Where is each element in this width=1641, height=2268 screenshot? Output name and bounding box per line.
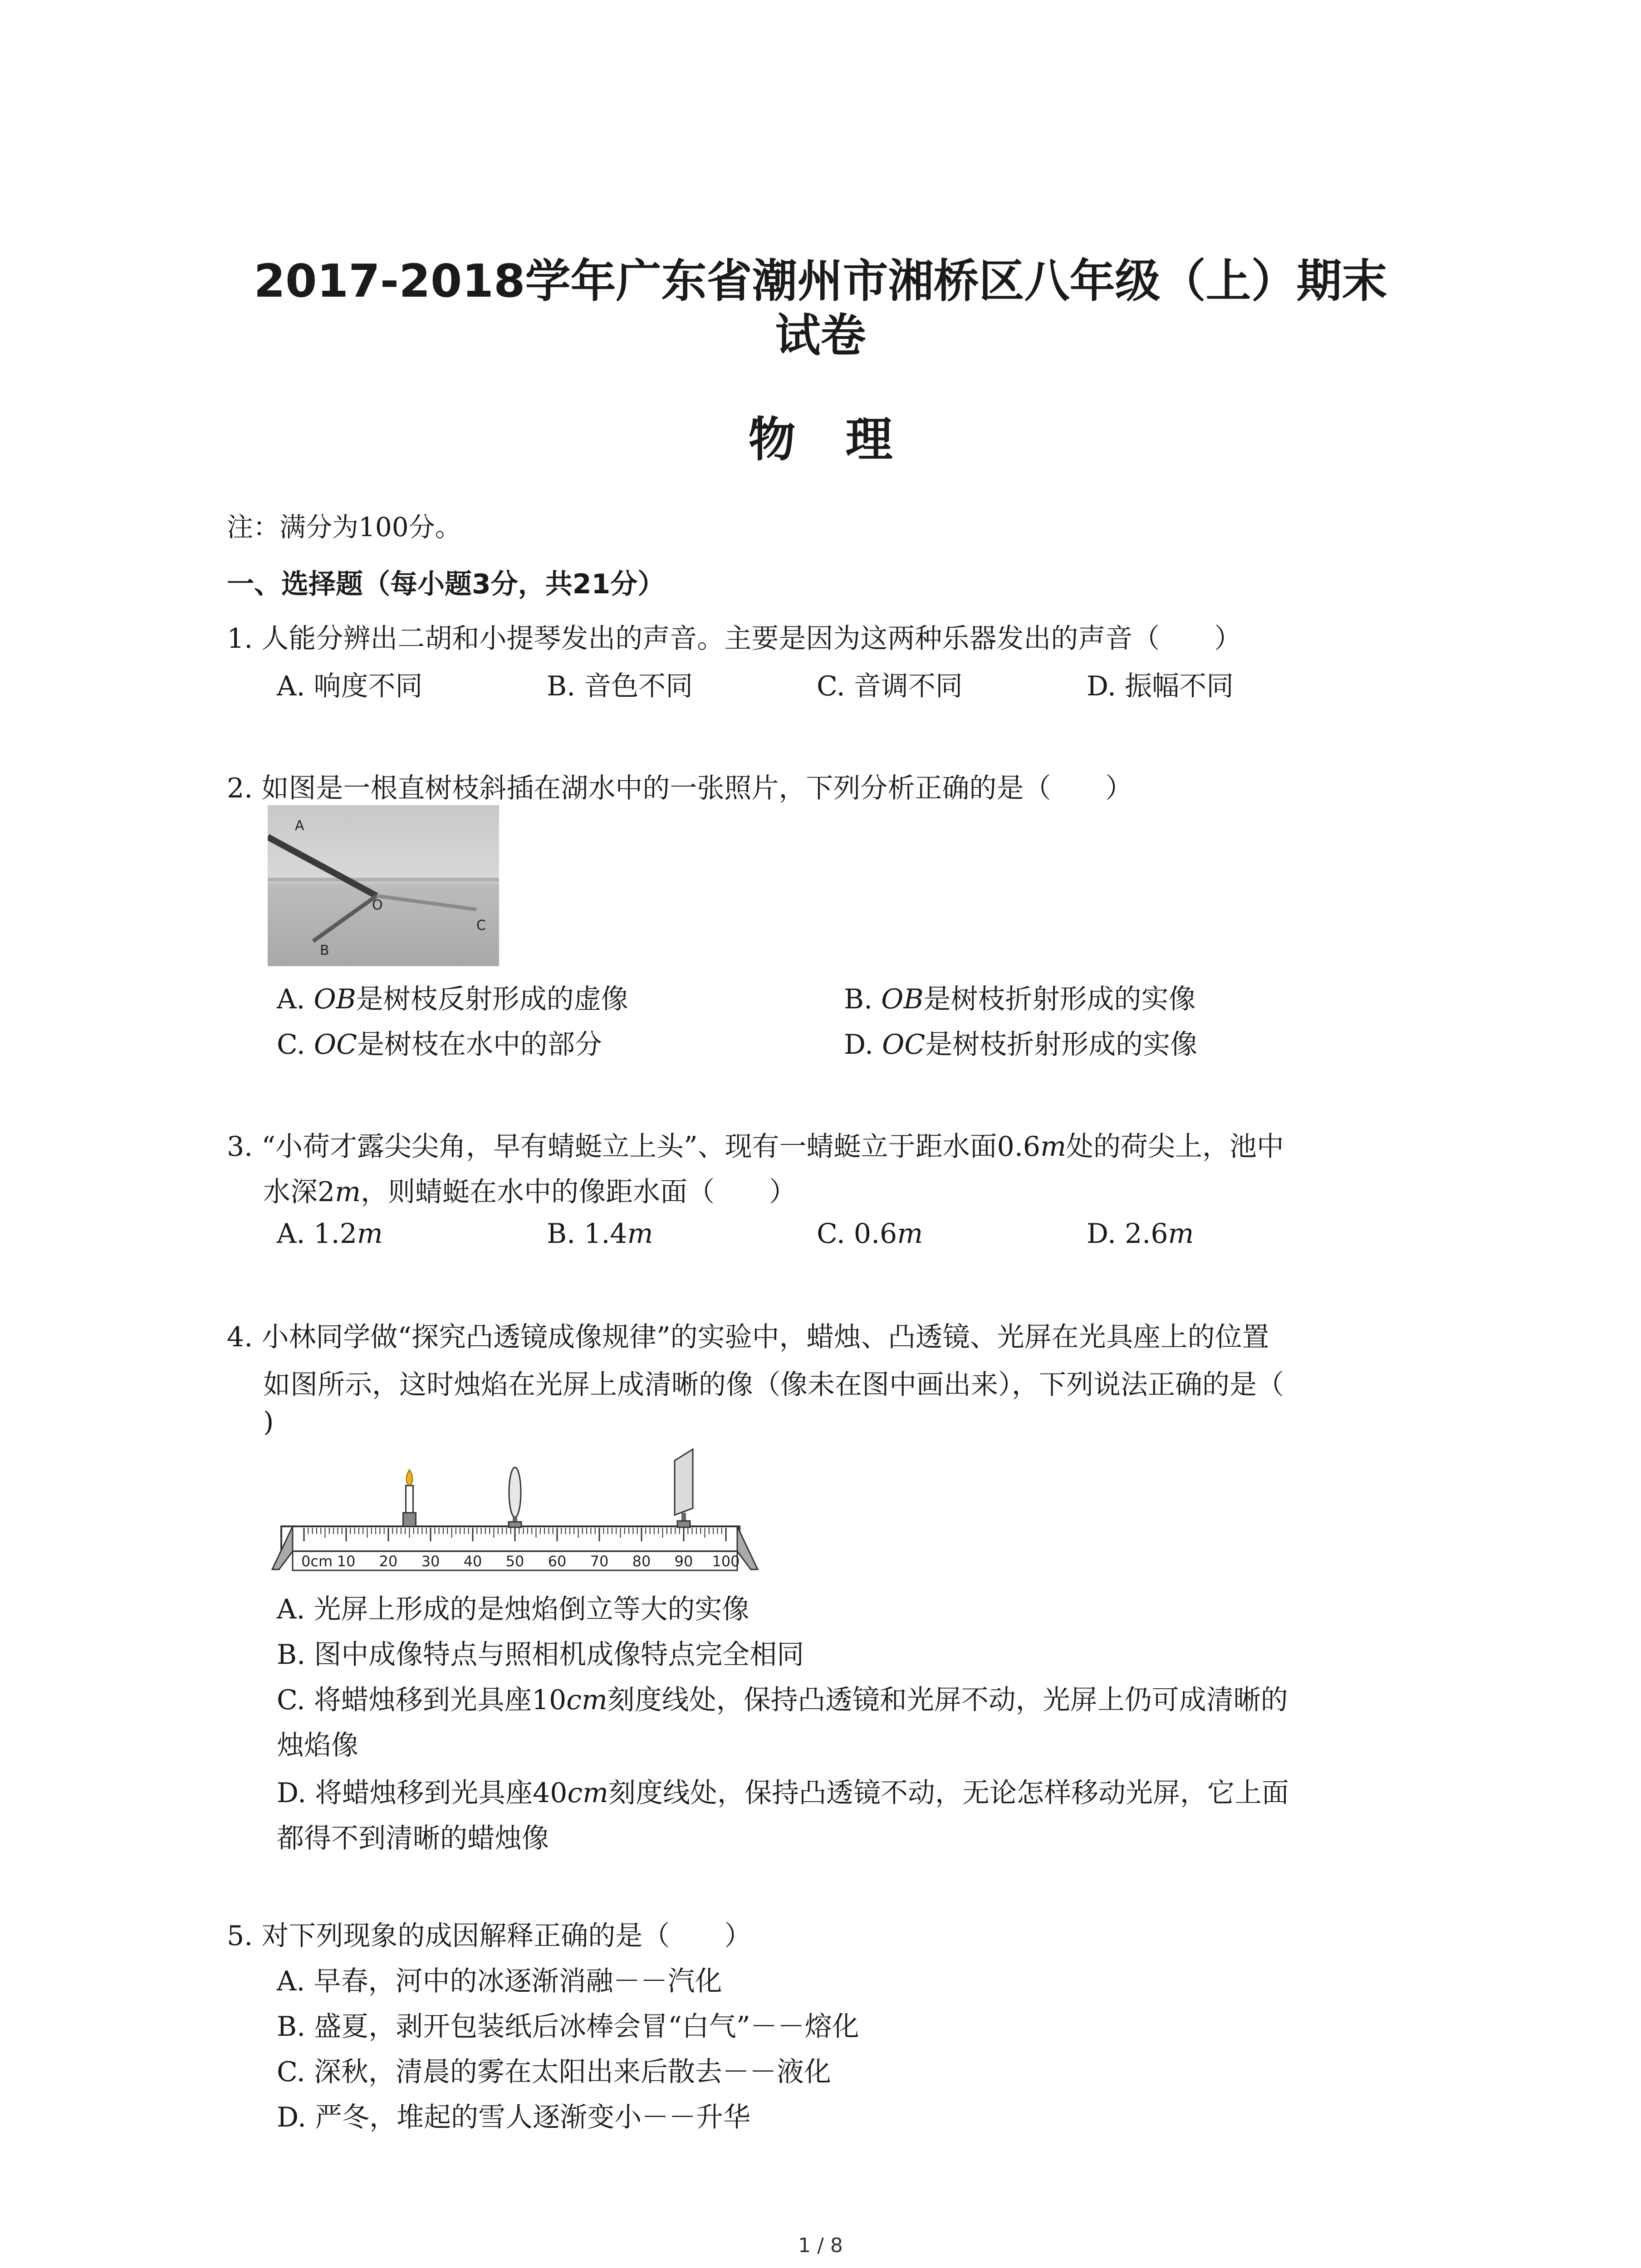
photo-label-o: O bbox=[372, 897, 383, 913]
question-1-option-c: C. 音调不同 bbox=[817, 670, 963, 702]
subject-heading: 物理 bbox=[748, 412, 943, 467]
option-variable: OC bbox=[314, 1029, 358, 1061]
ruler-label: 60 bbox=[548, 1553, 567, 1570]
candle bbox=[403, 1470, 416, 1526]
unit: m bbox=[335, 1176, 361, 1208]
question-4-option-a: A. 光屏上形成的是烛焰倒立等大的实像 bbox=[277, 1593, 749, 1625]
ruler-label: 40 bbox=[463, 1553, 482, 1570]
convex-lens bbox=[509, 1467, 521, 1527]
question-4-option-b: B. 图中成像特点与照相机成像特点完全相同 bbox=[277, 1639, 804, 1671]
unit: m bbox=[357, 1218, 383, 1250]
question-3-line-1 bbox=[227, 1125, 1284, 1164]
score-note: 注：满分为100分。 bbox=[227, 512, 461, 543]
question-2-option-d bbox=[844, 1023, 1197, 1062]
candle-flame bbox=[407, 1470, 413, 1486]
bench-right-leg bbox=[737, 1526, 758, 1569]
ruler-label: 70 bbox=[590, 1553, 609, 1570]
question-2-photo bbox=[268, 805, 499, 966]
text-part: D. 将蜡烛移到光具座40 bbox=[277, 1777, 568, 1809]
option-variable: OC bbox=[882, 1029, 926, 1061]
question-3-line-2 bbox=[263, 1170, 796, 1209]
photo-label-a: A bbox=[295, 818, 304, 834]
question-5-stem: 5. 对下列现象的成因解释正确的是（ ） bbox=[227, 1920, 752, 1952]
text-part: ，则蜻蜓在水中的像距水面（ ） bbox=[361, 1176, 797, 1208]
photo-label-c: C bbox=[476, 918, 486, 934]
title-line-1: 2017-2018学年广东省潮州市湘桥区八年级（上）期末 bbox=[254, 254, 1387, 308]
question-3-option-c bbox=[817, 1218, 923, 1250]
question-3-option-b bbox=[547, 1218, 653, 1250]
question-3-option-d bbox=[1087, 1218, 1194, 1250]
option-letter: B. bbox=[844, 983, 882, 1015]
candle-body bbox=[406, 1486, 413, 1513]
ruler-label: 50 bbox=[505, 1553, 524, 1570]
optical-bench-figure bbox=[268, 1447, 762, 1583]
text-part: 水深2 bbox=[263, 1176, 335, 1208]
question-4-option-d bbox=[277, 1771, 1289, 1810]
water-surface bbox=[268, 878, 499, 881]
question-1-stem: 1. 人能分辨出二胡和小提琴发出的声音。主要是因为这两种乐器发出的声音（ ） bbox=[227, 623, 1242, 655]
unit: cm bbox=[566, 1684, 607, 1716]
ruler-label: 0cm bbox=[301, 1553, 333, 1570]
question-2-option-b bbox=[844, 978, 1196, 1017]
option-text: 是树枝在水中的部分 bbox=[357, 1029, 603, 1061]
option-value: A. 1.2 bbox=[277, 1218, 357, 1250]
option-variable: OB bbox=[314, 983, 356, 1015]
ruler-label: 10 bbox=[337, 1553, 356, 1570]
ruler-label: 20 bbox=[379, 1553, 398, 1570]
question-4-line-3: ) bbox=[263, 1406, 274, 1438]
text-part: 3. “小荷才露尖尖角，早有蜻蜓立上头”、现有一蜻蜓立于距水面0.6 bbox=[227, 1131, 1041, 1163]
unit: m bbox=[1168, 1218, 1194, 1250]
screen-panel bbox=[675, 1449, 693, 1515]
question-5-option-a: A. 早春，河中的冰逐渐消融－－汽化 bbox=[277, 1965, 722, 1997]
ruler-label: 90 bbox=[674, 1553, 693, 1570]
option-value: B. 1.4 bbox=[547, 1218, 627, 1250]
option-letter: C. bbox=[277, 1029, 314, 1061]
option-value: D. 2.6 bbox=[1087, 1218, 1168, 1250]
page-number: 1 / 8 bbox=[798, 2234, 843, 2257]
text-part: C. 将蜡烛移到光具座10 bbox=[277, 1684, 567, 1716]
question-2-stem: 2. 如图是一根直树枝斜插在湖水中的一张照片，下列分析正确的是（ ） bbox=[227, 772, 1133, 804]
question-1-option-a: A. 响度不同 bbox=[277, 670, 423, 702]
section-heading: 一、选择题（每小题3分，共21分） bbox=[227, 568, 665, 600]
photo-label-b: B bbox=[320, 943, 329, 958]
unit: m bbox=[1040, 1131, 1066, 1163]
question-1-option-d: D. 振幅不同 bbox=[1087, 670, 1234, 702]
text-part: 刻度线处，保持凸透镜和光屏不动，光屏上仍可成清晰的 bbox=[607, 1684, 1288, 1716]
option-value: C. 0.6 bbox=[817, 1218, 897, 1250]
title-line-2: 试卷 bbox=[775, 309, 866, 362]
question-3-option-a bbox=[277, 1218, 383, 1250]
question-1-option-b: B. 音色不同 bbox=[547, 670, 693, 702]
light-screen bbox=[675, 1449, 693, 1527]
question-4-line-2: 如图所示，这时烛焰在光屏上成清晰的像（像未在图中画出来），下列说法正确的是（ bbox=[263, 1369, 1284, 1401]
ruler-label: 30 bbox=[421, 1553, 440, 1570]
option-text: 是树枝折射形成的实像 bbox=[925, 1029, 1198, 1061]
lens-glass bbox=[509, 1467, 521, 1517]
question-4-line-1: 4. 小林同学做“探究凸透镜成像规律”的实验中，蜡烛、凸透镜、光屏在光具座上的位置 bbox=[227, 1321, 1269, 1353]
option-letter: A. bbox=[277, 983, 314, 1015]
unit: cm bbox=[567, 1777, 608, 1809]
ruler-label: 100 bbox=[712, 1553, 740, 1570]
candle-holder bbox=[403, 1513, 416, 1526]
lens-holder bbox=[509, 1522, 521, 1527]
unit: m bbox=[627, 1218, 653, 1250]
option-text: 是树枝反射形成的虚像 bbox=[356, 983, 628, 1015]
question-4-option-d-cont: 都得不到清晰的蜡烛像 bbox=[277, 1823, 549, 1854]
ruler-label: 80 bbox=[632, 1553, 651, 1570]
option-letter: D. bbox=[844, 1029, 882, 1061]
option-variable: OB bbox=[881, 983, 924, 1015]
question-2-option-c bbox=[277, 1023, 602, 1062]
question-5-option-c: C. 深秋，清晨的雾在太阳出来后散去－－液化 bbox=[277, 2056, 831, 2088]
question-2-option-a bbox=[277, 978, 628, 1017]
question-5-option-b: B. 盛夏，剥开包装纸后冰棒会冒“白气”－－熔化 bbox=[277, 2011, 859, 2043]
text-part: 刻度线处，保持凸透镜不动，无论怎样移动光屏，它上面 bbox=[608, 1777, 1289, 1809]
text-part: 处的荷尖上，池中 bbox=[1066, 1131, 1284, 1163]
screen-holder bbox=[677, 1521, 690, 1527]
option-text: 是树枝折射形成的实像 bbox=[923, 983, 1196, 1015]
unit: m bbox=[897, 1218, 923, 1250]
question-4-option-c-cont: 烛焰像 bbox=[277, 1730, 358, 1761]
question-5-option-d: D. 严冬，堆起的雪人逐渐变小－－升华 bbox=[277, 2102, 751, 2133]
question-4-option-c bbox=[277, 1678, 1288, 1717]
